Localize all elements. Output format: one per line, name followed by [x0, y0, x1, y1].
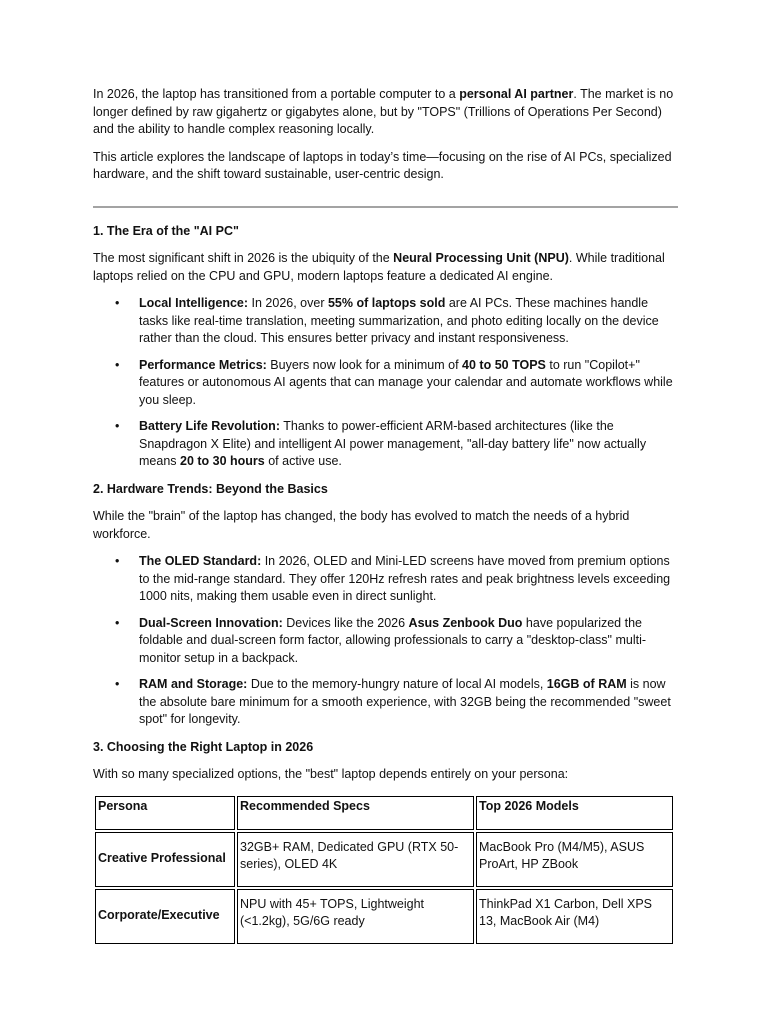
list-item-local-intelligence: • Local Intelligence: In 2026, over 55% of laptops sold are AI PCs. These machines handle tasks like real-time translation, meeting summarization, and photo editing locally on the device rather than the cloud. This ensures better privacy and instant responsiveness. [115, 296, 659, 345]
list-item-battery-life: • Battery Life Revolution: Thanks to power-efficient ARM-based architectures (like the Snapdragon X Elite) and intelligent AI power management, "all-day battery life" now actually means 20 to 30 hours of active use. [115, 419, 647, 468]
section-3-heading: 3. Choosing the Right Laptop in 2026 [93, 739, 314, 754]
list-item-performance-metrics: • Performance Metrics: Buyers now look for a minimum of 40 to 50 TOPS to run "Copilot+" features or autonomous AI agents that can manage your calendar and automate workflows while you sleep. [115, 357, 673, 407]
table-cell-models: ThinkPad X1 Carbon, Dell XPS 13, MacBook Air (M4) [476, 889, 673, 944]
section-1-list [93, 295, 678, 471]
article-body [93, 86, 678, 946]
section-2-paragraph: While the "brain" of the laptop has changed, the body has evolved to match the needs of a hybrid workforce. [93, 509, 630, 541]
list-item-ram-storage: • RAM and Storage: Due to the memory-hungry nature of local AI models, 16GB of RAM is now the absolute bare minimum for a smooth experience, with 32GB being the recommended "sweet spot" for longevity. [115, 677, 671, 726]
table-cell-specs: NPU with 45+ TOPS, Lightweight (<1.2kg), 5G/6G ready [237, 889, 474, 944]
table-header-cell: Recommended Specs [237, 796, 474, 830]
bullet-icon: • [115, 615, 120, 630]
list-item-dual-screen: • Dual-Screen Innovation: Devices like the 2026 Asus Zenbook Duo have popularized the foldable and dual-screen form factor, allowing professionals to carry a "desktop-class" multi-monitor setup in a backpack. [115, 615, 647, 665]
section-2-list [93, 553, 678, 729]
table-row [95, 832, 673, 887]
horizontal-divider [93, 206, 678, 208]
table-cell-persona: Creative Professional [95, 832, 235, 887]
table-header-cell: Top 2026 Models [476, 796, 673, 830]
bullet-icon: • [115, 419, 120, 433]
table-cell-specs: 32GB+ RAM, Dedicated GPU (RTX 50-series), OLED 4K [237, 832, 474, 887]
table-row [95, 889, 673, 944]
table-cell-models: MacBook Pro (M4/M5), ASUS ProArt, HP ZBook [476, 832, 673, 887]
section-3-paragraph: With so many specialized options, the "best" laptop depends entirely on your persona: [93, 767, 569, 781]
section-1-heading: 1. The Era of the "AI PC" [93, 223, 239, 238]
bullet-icon: • [115, 677, 120, 691]
table-header-cell: Persona [95, 796, 235, 830]
bullet-icon: • [115, 554, 120, 568]
intro-paragraph-2: This article explores the landscape of laptops in today’s time—focusing on the rise of AI PCs, specialized hardware, and the shift toward sustainable, user-centric design. [93, 149, 672, 181]
bullet-icon: • [115, 296, 120, 310]
intro-paragraph-1: In 2026, the laptop has transitioned from a portable computer to a personal AI partner. The market is no longer defined by raw gigahertz or gigabytes alone, but by "TOPS" (Trillions of Operations Per Second) and the ability to handle complex reasoning locally. [93, 87, 674, 136]
laptop-persona-table [93, 794, 675, 946]
table-cell-persona: Corporate/Executive [95, 889, 235, 944]
bullet-icon: • [115, 357, 120, 372]
list-item-oled-standard: • The OLED Standard: In 2026, OLED and Mini-LED screens have moved from premium options to the mid-range standard. They offer 120Hz refresh rates and peak brightness levels exceeding 1000 nits, making them usable even in direct sunlight. [115, 554, 671, 603]
table-header-row [95, 796, 673, 830]
section-1-paragraph: The most significant shift in 2026 is the ubiquity of the Neural Processing Unit (NPU). While traditional laptops relied on the CPU and GPU, modern laptops feature a dedicated AI engine. [93, 251, 665, 283]
section-2-heading: 2. Hardware Trends: Beyond the Basics [93, 481, 328, 496]
